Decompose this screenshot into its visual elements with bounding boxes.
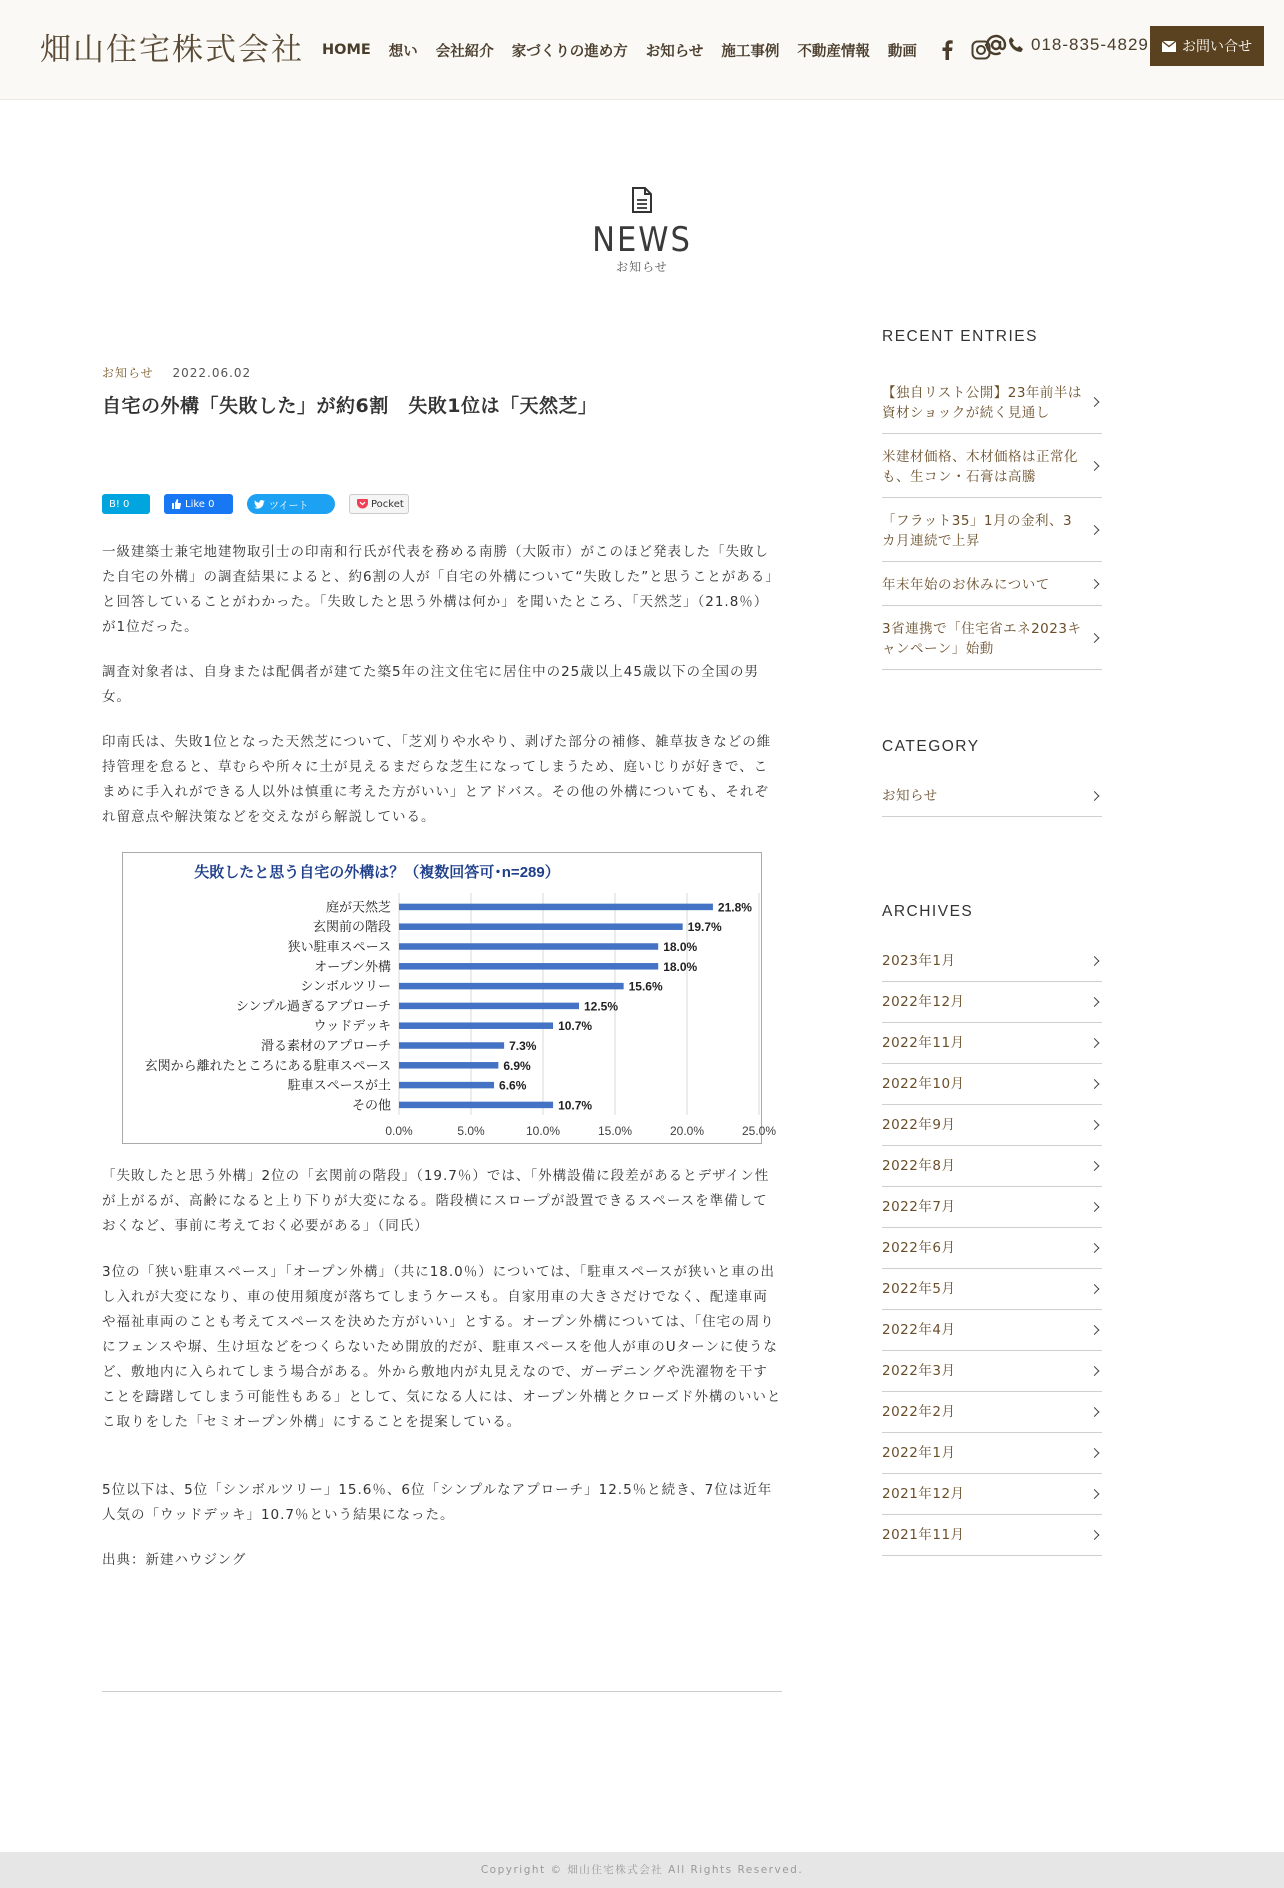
x-tick-label: 10.0%	[525, 1123, 561, 1138]
hatena-bookmark-button[interactable]: B! 0	[102, 494, 150, 514]
recent-entry[interactable]	[882, 562, 1102, 606]
recent-entry-label: 米建材価格、木材価格は正常化も、生コン・石膏は高騰	[882, 449, 1078, 485]
archives-title: ARCHIVES	[882, 903, 974, 920]
category-label: ウッドデッキ	[313, 1018, 391, 1034]
archive-item[interactable]	[882, 1515, 1102, 1556]
archive-item[interactable]	[882, 1105, 1102, 1146]
recent-entries-list	[882, 370, 1102, 670]
chart-bar	[399, 923, 683, 930]
article	[102, 364, 782, 1568]
chart-bar	[399, 1042, 504, 1049]
nav-video[interactable]: 動画	[887, 43, 917, 60]
value-label: 7.3%	[509, 1039, 537, 1053]
archives-list	[882, 941, 1102, 1556]
at-sign-icon	[985, 34, 1007, 56]
value-label: 21.8%	[717, 900, 752, 915]
nav-news[interactable]: お知らせ	[645, 43, 704, 60]
archive-label: 2022年6月	[882, 1240, 956, 1256]
copyright-text: Copyright © 畑山住宅株式会社 All Rights Reserved.	[480, 1864, 804, 1876]
chart-bar	[399, 1003, 579, 1010]
recent-entry-label: 年末年始のお休みについて	[882, 577, 1050, 593]
value-label: 18.0%	[663, 940, 698, 954]
chart-bar	[399, 904, 713, 911]
recent-entry-label: 「フラット35」1月の金利、3カ月連続で上昇	[882, 513, 1073, 549]
pocket-icon	[357, 499, 368, 509]
category-label: その他	[351, 1097, 391, 1113]
category-label: オープン外構	[314, 958, 391, 974]
category-item[interactable]	[882, 776, 1102, 817]
facebook-like-label: Like 0	[185, 498, 215, 510]
archive-item[interactable]	[882, 1228, 1102, 1269]
archive-label: 2022年10月	[882, 1076, 965, 1092]
chart-bar	[399, 1022, 553, 1028]
recent-entry-label: 【独自リスト公開】23年前半は資材ショックが続く見通し	[882, 385, 1082, 421]
category-label: シンボルツリー	[300, 978, 391, 994]
archive-label: 2022年1月	[882, 1445, 956, 1461]
x-tick-label: 20.0%	[669, 1123, 705, 1138]
category-label: 玄関前の階段	[312, 919, 391, 935]
nav-home[interactable]: HOME	[322, 42, 371, 58]
chart-bar	[399, 983, 624, 990]
article-meta	[102, 364, 782, 381]
category-label: 庭が天然芝	[325, 899, 391, 915]
nav-works[interactable]: 施工事例	[721, 43, 780, 60]
chart-category-labels	[145, 899, 391, 1112]
phone-number: 018-835-4829	[1031, 35, 1149, 54]
twitter-bird-icon	[254, 500, 265, 509]
archive-item[interactable]	[882, 1187, 1102, 1228]
recent-entry[interactable]	[882, 606, 1102, 670]
survey-chart	[122, 852, 777, 1144]
value-label: 6.6%	[499, 1078, 527, 1093]
archive-item[interactable]	[882, 1146, 1102, 1187]
recent-entry-label: 3省連携で「住宅省エネ2023キャンペーン」始動	[882, 621, 1082, 657]
thumbs-up-icon	[171, 499, 181, 509]
archive-item[interactable]	[882, 1269, 1102, 1310]
site-footer	[0, 1852, 1284, 1888]
category-label: 滑る素材のアプローチ	[260, 1038, 391, 1053]
value-label: 12.5%	[584, 999, 619, 1014]
archive-item[interactable]	[882, 1474, 1102, 1515]
page-subtitle: お知らせ	[616, 260, 668, 274]
facebook-like-button[interactable]	[164, 494, 233, 514]
pocket-button[interactable]	[349, 494, 409, 514]
x-tick-label: 0.0%	[385, 1123, 413, 1138]
chart-bar	[399, 1102, 553, 1109]
x-tick-label: 25.0%	[741, 1123, 777, 1138]
facebook-icon[interactable]	[935, 38, 959, 62]
main-nav	[322, 38, 1003, 62]
article-category[interactable]: お知らせ	[102, 366, 154, 380]
archive-item[interactable]	[882, 1433, 1102, 1474]
archive-label: 2022年3月	[882, 1363, 956, 1379]
article-paragraph-6: 5位以下は、5位「シンボルツリー」15.6％、6位「シンプルなアプローチ」12.5％と続き、7位は近年人気の「ウッドデッキ」10.7％という結果になった。	[102, 1482, 773, 1523]
article-divider	[102, 1691, 782, 1692]
x-tick-label: 15.0%	[597, 1123, 633, 1138]
archive-label: 2022年11月	[882, 1035, 965, 1051]
archive-item[interactable]	[882, 1351, 1102, 1392]
article-title: 自宅の外構「失敗した」が約6割 失敗1位は「天然芝」	[102, 395, 598, 417]
site-logo[interactable]: 畑山住宅株式会社	[40, 32, 304, 68]
nav-realestate[interactable]: 不動産情報	[797, 43, 870, 60]
page-heading	[0, 186, 1284, 275]
phone-contact[interactable]	[985, 34, 1149, 56]
category-label: 駐車スペースが土	[287, 1077, 391, 1093]
chart-bar	[399, 963, 658, 970]
chart-bar	[399, 1062, 498, 1069]
value-label: 15.6%	[628, 979, 663, 994]
contact-button[interactable]	[1150, 26, 1264, 66]
envelope-icon	[1162, 41, 1176, 52]
archive-item[interactable]	[882, 1310, 1102, 1351]
category-title: CATEGORY	[882, 738, 980, 755]
nav-company[interactable]: 会社紹介	[435, 43, 494, 60]
archive-label: 2021年11月	[882, 1527, 965, 1543]
recent-entries-title: RECENT ENTRIES	[882, 328, 1038, 345]
value-label: 6.9%	[503, 1058, 531, 1073]
recent-entry[interactable]	[882, 434, 1102, 498]
archive-label: 2023年1月	[882, 953, 956, 969]
article-paragraph-4: 「失敗したと思う外構」2位の「玄関前の階段」（19.7％）では、「外構設備に段差があるとデザイン性が上がるが、高齢になると上り下りが大変になる。階段横にスロープが設置できるスペースを準備しておくなど、事前に考えておく必要がある」（同氏）	[102, 1168, 770, 1234]
chart-bar	[399, 943, 658, 950]
archive-label: 2022年2月	[882, 1404, 956, 1420]
chart-bar	[399, 1082, 494, 1089]
nav-philosophy[interactable]: 想い	[388, 43, 418, 60]
phone-icon	[1007, 36, 1025, 54]
value-label: 19.7%	[687, 920, 722, 935]
chart-bars	[399, 904, 713, 1109]
archive-label: 2022年5月	[882, 1281, 956, 1297]
archive-label: 2022年4月	[882, 1322, 956, 1338]
archive-label: 2022年7月	[882, 1199, 956, 1215]
archive-item[interactable]	[882, 1392, 1102, 1433]
article-paragraph-3: 印南氏は、失敗1位となった天然芝について、「芝刈りや水やり、剥げた部分の補修、雑草抜きなどの維持管理を怠ると、草むらや所々に土が見えるまだらな芝生になってしまうため、庭いじりが好きで、こまめに手入れができる人以外は慎重に考えた方がいい」とアドバス。その他の外構についても、それぞれ留意点や解決策などを交えながら解説している。	[102, 734, 772, 825]
recent-entry[interactable]	[882, 498, 1102, 562]
pocket-label: Pocket	[371, 498, 404, 510]
article-date: 2022.06.02	[172, 366, 252, 380]
site-header	[0, 0, 1284, 100]
article-paragraph-2: 調査対象者は、自身または配偶者が建てた築5年の注文住宅に居住中の25歳以上45歳以下の全国の男女。	[102, 664, 759, 705]
category-list	[882, 776, 1102, 817]
tweet-button[interactable]	[247, 494, 335, 514]
archive-item[interactable]	[882, 1023, 1102, 1064]
bar-chart	[123, 853, 777, 1145]
category-label: 玄関から離れたところにある駐車スペース	[144, 1057, 391, 1073]
value-label: 10.7%	[558, 1019, 593, 1034]
chart-x-ticks	[385, 1124, 776, 1138]
archive-item[interactable]	[882, 1064, 1102, 1105]
recent-entry[interactable]	[882, 370, 1102, 434]
category-label: 狭い駐車スペース	[287, 939, 391, 954]
nav-process[interactable]: 家づくりの進め方	[511, 43, 628, 60]
article-paragraph-5: 3位の「狭い駐車スペース」「オープン外構」（共に18.0％）については、「駐車スペースが狭いと車の出し入れが大変になり、車の使用頻度が落ちてしまうケースも。自家用車の大きさだけでなく、配達車両や福祉車両のことも考えてスペースを決めた方がいい」とする。オープン外構については、「住宅の周りにフェンスや塀、生け垣などをつくらないため開放的だが、駐車スペースを他人が車のUターンに使うなど、敷地内に入られてしまう場合がある。外から敷地内が丸見えなので、ガーデニングや洗濯物を干すことを躊躇してしまう可能性もある」として、気になる人には、オープン外構とクローズド外構のいいとこ取りをした「セミオープン外構」にすることを提案している。	[102, 1264, 782, 1430]
archive-label: 2021年12月	[882, 1486, 965, 1502]
category-label: シンプル過ぎるアプローチ	[235, 998, 391, 1014]
document-icon	[630, 186, 654, 218]
category-label: お知らせ	[882, 788, 938, 804]
archive-label: 2022年12月	[882, 994, 965, 1010]
article-paragraph-1: 一級建築士兼宅地建物取引士の印南和行氏が代表を務める南勝（大阪市）がこのほど発表した「失敗した自宅の外構」の調査結果によると、約6割の人が「自宅の外構について“失敗した”と思うことがある」と回答していることがわかった。「失敗したと思う外構は何か」を聞いたところ、「天然芝」（21.8％）が1位だった。	[102, 544, 780, 635]
archive-label: 2022年8月	[882, 1158, 956, 1174]
archive-label: 2022年9月	[882, 1117, 956, 1133]
value-label: 10.7%	[558, 1098, 593, 1113]
share-buttons	[102, 494, 423, 514]
archive-item[interactable]	[882, 982, 1102, 1023]
article-source: 出典：新建ハウジング	[102, 1552, 247, 1568]
archive-item[interactable]	[882, 941, 1102, 982]
chart-title: 失敗したと思う自宅の外構は？（複数回答可･n=289）	[194, 864, 560, 881]
tweet-label: ツイート	[269, 500, 309, 512]
contact-button-label: お問い合せ	[1182, 39, 1252, 55]
value-label: 18.0%	[663, 959, 698, 974]
x-tick-label: 5.0%	[457, 1123, 485, 1138]
page-title: NEWS	[592, 220, 692, 260]
